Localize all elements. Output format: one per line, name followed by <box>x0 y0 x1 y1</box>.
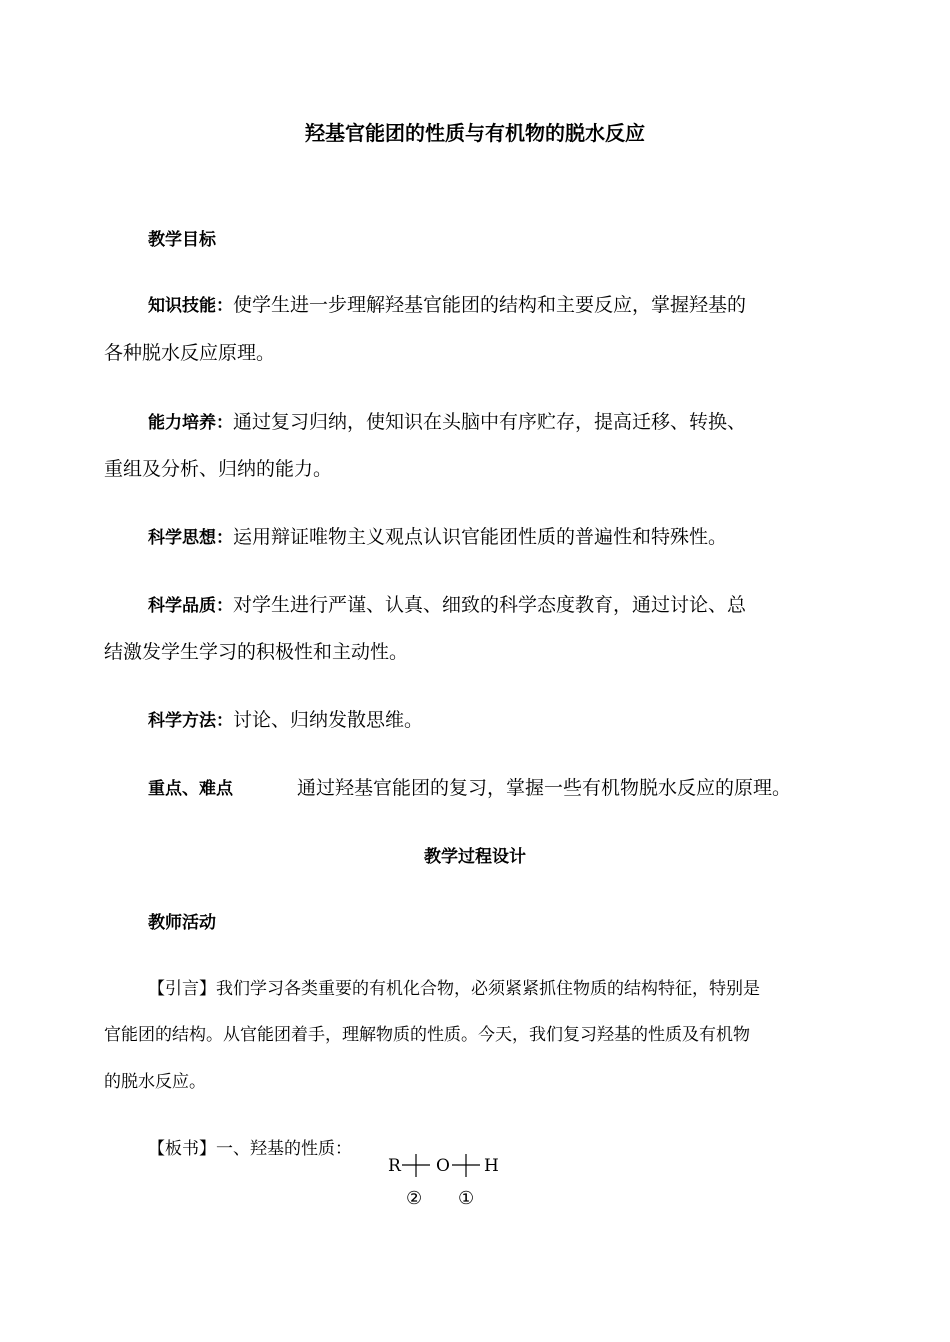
atom-o: O <box>436 1156 450 1176</box>
ability-text-line2: 重组及分析、归纳的能力。 <box>104 458 333 480</box>
teacher-heading: 教师活动 <box>148 913 216 933</box>
keypoints-label: 重点、难点 <box>148 779 233 799</box>
bond-label-2: ② <box>406 1188 423 1209</box>
knowledge-paragraph <box>148 293 746 317</box>
quality-label: 科学品质： <box>148 596 233 616</box>
board-text: 【板书】一、羟基的性质： <box>148 1139 352 1159</box>
intro-line3: 的脱水反应。 <box>104 1072 206 1092</box>
intro-line2: 官能团的结构。从官能团着手，理解物质的性质。今天，我们复习羟基的性质及有机物 <box>104 1025 750 1045</box>
atom-h: H <box>484 1156 499 1176</box>
objectives-heading: 教学目标 <box>148 230 216 250</box>
quality-text-line1: 对学生进行严谨、认真、细致的科学态度教育，通过讨论、总 <box>233 594 747 616</box>
thought-label: 科学思想： <box>148 528 233 548</box>
knowledge-text-line2: 各种脱水反应原理。 <box>104 342 276 364</box>
thought-paragraph <box>148 525 727 549</box>
method-text-line1: 讨论、归纳发散思维。 <box>233 709 424 731</box>
bond-label-1: ① <box>458 1188 475 1209</box>
ability-paragraph <box>148 410 746 434</box>
ability-text-line1: 通过复习归纳，使知识在头脑中有序贮存，提高迁移、转换、 <box>233 411 747 433</box>
method-label: 科学方法： <box>148 711 233 731</box>
quality-text-line2: 结激发学生学习的积极性和主动性。 <box>104 641 409 663</box>
ability-label: 能力培养： <box>148 413 233 433</box>
atom-r: R <box>388 1156 401 1176</box>
quality-paragraph <box>148 593 746 617</box>
document-title: 羟基官能团的性质与有机物的脱水反应 <box>305 121 645 145</box>
keypoints-text: 通过羟基官能团的复习，掌握一些有机物脱水反应的原理。 <box>297 777 792 799</box>
thought-text-line1: 运用辩证唯物主义观点认识官能团性质的普遍性和特殊性。 <box>233 526 728 548</box>
knowledge-text-line1: 使学生进一步理解羟基官能团的结构和主要反应，掌握羟基的 <box>233 294 747 316</box>
method-paragraph <box>148 708 423 732</box>
intro-line1: 【引言】我们学习各类重要的有机化合物，必须紧紧抓住物质的结构特征，特别是 <box>148 979 760 999</box>
process-heading: 教学过程设计 <box>424 847 526 867</box>
knowledge-label: 知识技能： <box>148 296 233 316</box>
hydroxyl-structure-formula <box>386 1150 506 1210</box>
